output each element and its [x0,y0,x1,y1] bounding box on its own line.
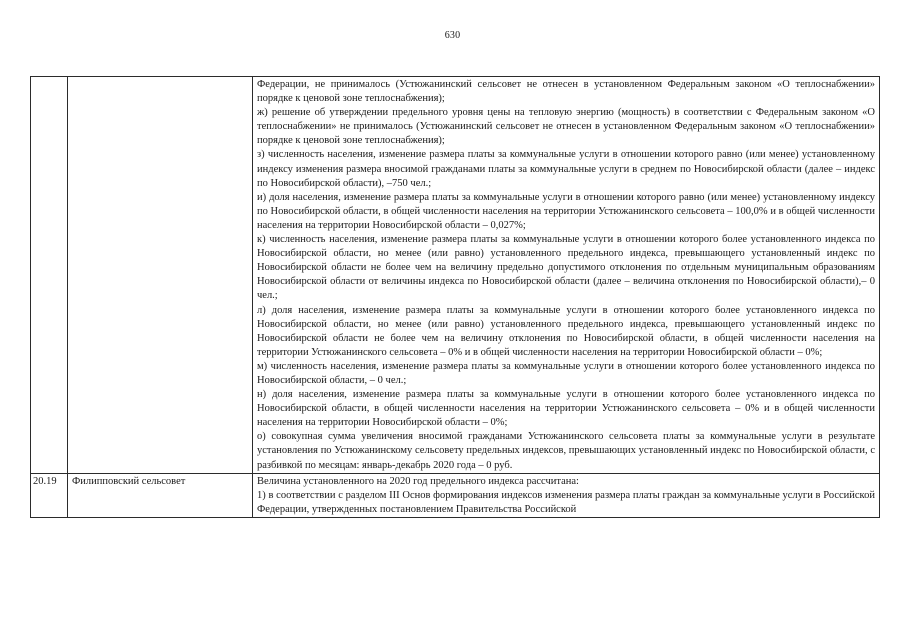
description-cell [253,77,880,474]
paragraph: Величина установленного на 2020 год предельного индекса рассчитана: [257,475,579,487]
document-table [30,76,880,518]
paragraph: з) численность населения, изменение размера платы за коммунальные услуги в отношении которого равно (или менее) установленному индексу изменения размера вносимой гражданами платы за коммунальные услуги в среднем по Новосибирской области (далее – индекс по Новосибирской области), –750 чел.; [257,149,875,189]
table-row [31,77,880,474]
municipality-name-cell [68,77,253,474]
paragraph: 1) в соответствии с разделом III Основ формирования индексов изменения размера платы граждан за коммунальные услуги в Российской Федерации, утвержденных постановлением Правительства Российской [257,489,875,515]
paragraph: л) доля населения, изменение размера платы за коммунальные услуги в отношении которого более установленного индекса по Новосибирской области, но менее (или равно) установленного предельного индекса, превышающего установленный индекс по Новосибирской области не более чем на величину отклонения по Новосибирской области, в общей численности населения на территории Устюжанинского сельсовета – 0% и в общей численности населения на территории Новосибирской области – 0%; [257,304,875,358]
paragraph: Федерации, не принималось (Устюжанинский сельсовет не отнесен в установленном Федеральным законом «О теплоснабжении» порядке к ценовой зоне теплоснабжения); [257,79,875,105]
row-number-cell: 20.19 [31,473,68,517]
municipality-name-cell: Филипповский сельсовет [68,473,253,517]
row-number-cell [31,77,68,474]
paragraph: н) доля населения, изменение размера платы за коммунальные услуги в отношении которого более установленного индекса по Новосибирской области, в общей численности населения на территории Устюжанинского сельсовета – 0% и в общей численности населения на территории Новосибирской области – 0%; [257,389,875,429]
paragraph: о) совокупная сумма увеличения вносимой гражданами Устюжанинского сельсовета платы за коммунальные услуги в результате установления по Устюжанинскому сельсовету предельных индексов, превышающих установленный индекс по Новосибирской области, с разбивкой по месяцам: январь-декабрь 2020 года – 0 руб. [257,431,875,471]
description-cell [253,473,880,517]
paragraph: к) численность населения, изменение размера платы за коммунальные услуги в отношении которого более установленного индекса по Новосибирской области, но менее (или равно) установленного предельного индекса, превышающего установленный индекс по Новосибирской области не более чем на величину предельно допустимого отклонения по отдельным муниципальным образованиям Новосибирской области от величины индекса по Новосибирской области (далее – величина отклонения по Новосибирской области),– 0 чел.; [257,234,875,302]
paragraph: м) численность населения, изменение размера платы за коммунальные услуги в отношении которого более установленного индекса по Новосибирской области, – 0 чел.; [257,360,875,386]
paragraph: и) доля населения, изменение размера платы за коммунальные услуги в отношении которого равно (или менее) установленному индексу по Новосибирской области, в общей численности населения на территории Устюжанинского сельсовета – 100,0% и в общей численности населения на территории Новосибирской области – 0,027%; [257,191,875,231]
page-number: 630 [444,30,461,41]
table-row [31,473,880,517]
paragraph: ж) решение об утверждении предельного уровня цены на тепловую энергию (мощность) в соответствии с Федеральным законом «О теплоснабжении» не принималось (Устюжанинский сельсовет не отнесен в установленном Федеральным законом «О теплоснабжении» порядке к ценовой зоне теплоснабжения); [257,107,875,147]
